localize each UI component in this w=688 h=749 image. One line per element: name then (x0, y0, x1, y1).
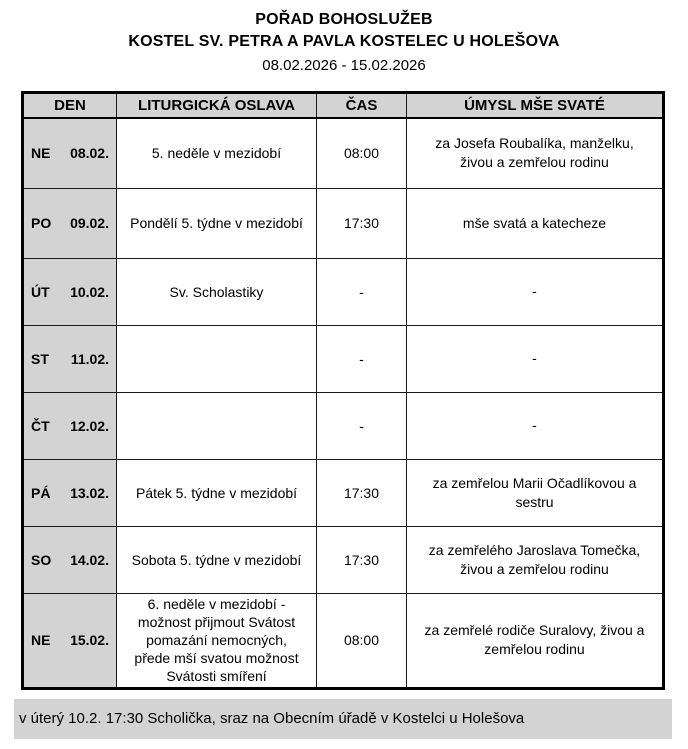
day-date: 08.02. (70, 145, 109, 162)
day-date: 11.02. (70, 350, 109, 367)
celebration-cell: 6. neděle v mezidobí - možnost přijmout Svátost pomazání nemocných, přede mší svatou možnost Svátosti smíření (117, 593, 317, 688)
time-cell: - (317, 392, 407, 459)
time-cell: - (317, 258, 407, 325)
schedule-table (21, 91, 665, 690)
celebration-cell: 5. neděle v mezidobí (117, 118, 317, 188)
time-cell: 17:30 (317, 526, 407, 593)
day-date: 10.02. (70, 283, 109, 300)
intention-cell: mše svatá a katecheze (407, 188, 664, 258)
day-cell (23, 258, 117, 325)
day-cell (23, 325, 117, 392)
day-abbrev: NE (31, 632, 51, 648)
table-row (23, 526, 664, 593)
intention-cell: za zemřelého Jaroslava Tomečka, živou a zemřelou rodinu (407, 526, 664, 593)
day-cell (23, 118, 117, 188)
celebration-cell: Pátek 5. týdne v mezidobí (117, 459, 317, 526)
document-header (0, 0, 688, 76)
celebration-cell (117, 392, 317, 459)
day-date: 15.02. (70, 632, 109, 648)
date-range: 08.02.2026 - 15.02.2026 (262, 57, 426, 74)
intention-cell: za zemřelou Marii Očadlíkovou a sestru (407, 459, 664, 526)
day-abbrev: ST (31, 350, 49, 367)
day-cell (23, 459, 117, 526)
intention-cell: - (407, 325, 664, 392)
day-date: 13.02. (70, 484, 109, 501)
time-cell: 17:30 (317, 459, 407, 526)
day-cell (23, 593, 117, 688)
column-header-den: DEN (23, 93, 117, 119)
celebration-cell: Sv. Scholastiky (117, 258, 317, 325)
day-abbrev: PO (31, 215, 52, 231)
table-row (23, 118, 664, 188)
table-header-row (23, 93, 664, 119)
day-date: 14.02. (70, 551, 109, 568)
table-row (23, 392, 664, 459)
column-header-liturgicka-oslava: LITURGICKÁ OSLAVA (117, 93, 317, 119)
intention-cell: za Josefa Roubalíka, manželku, živou a zemřelou rodinu (407, 118, 664, 188)
day-abbrev: SO (31, 551, 52, 568)
intention-cell: - (407, 258, 664, 325)
time-cell: 17:30 (317, 188, 407, 258)
day-cell (23, 392, 117, 459)
day-abbrev: PÁ (31, 484, 51, 501)
column-header-umysl: ÚMYSL MŠE SVATÉ (407, 93, 664, 119)
celebration-cell: Pondělí 5. týdne v mezidobí (117, 188, 317, 258)
time-cell: 08:00 (317, 593, 407, 688)
day-abbrev: NE (31, 145, 51, 162)
intention-cell: za zemřelé rodiče Suralovy, živou a zemřelou rodinu (407, 593, 664, 688)
table-row (23, 325, 664, 392)
day-abbrev: ÚT (31, 283, 50, 300)
footer-note-bar (14, 699, 672, 739)
footer-note: v úterý 10.2. 17:30 Scholička, sraz na Obecním úřadě v Kostelci u Holešova (19, 710, 525, 727)
time-cell: - (317, 325, 407, 392)
church-name: KOSTEL SV. PETRA A PAVLA KOSTELEC U HOLEŠOVA (128, 33, 560, 50)
day-date: 09.02. (70, 215, 109, 231)
celebration-cell (117, 325, 317, 392)
table-row (23, 258, 664, 325)
page-title: POŘAD BOHOSLUŽEB (255, 11, 433, 28)
table-row (23, 593, 664, 688)
day-cell (23, 526, 117, 593)
intention-cell: - (407, 392, 664, 459)
time-cell: 08:00 (317, 118, 407, 188)
table-row (23, 459, 664, 526)
day-date: 12.02. (70, 417, 109, 434)
celebration-cell: Sobota 5. týdne v mezidobí (117, 526, 317, 593)
day-cell (23, 188, 117, 258)
column-header-cas: ČAS (317, 93, 407, 119)
day-abbrev: ČT (31, 417, 50, 434)
table-row (23, 188, 664, 258)
